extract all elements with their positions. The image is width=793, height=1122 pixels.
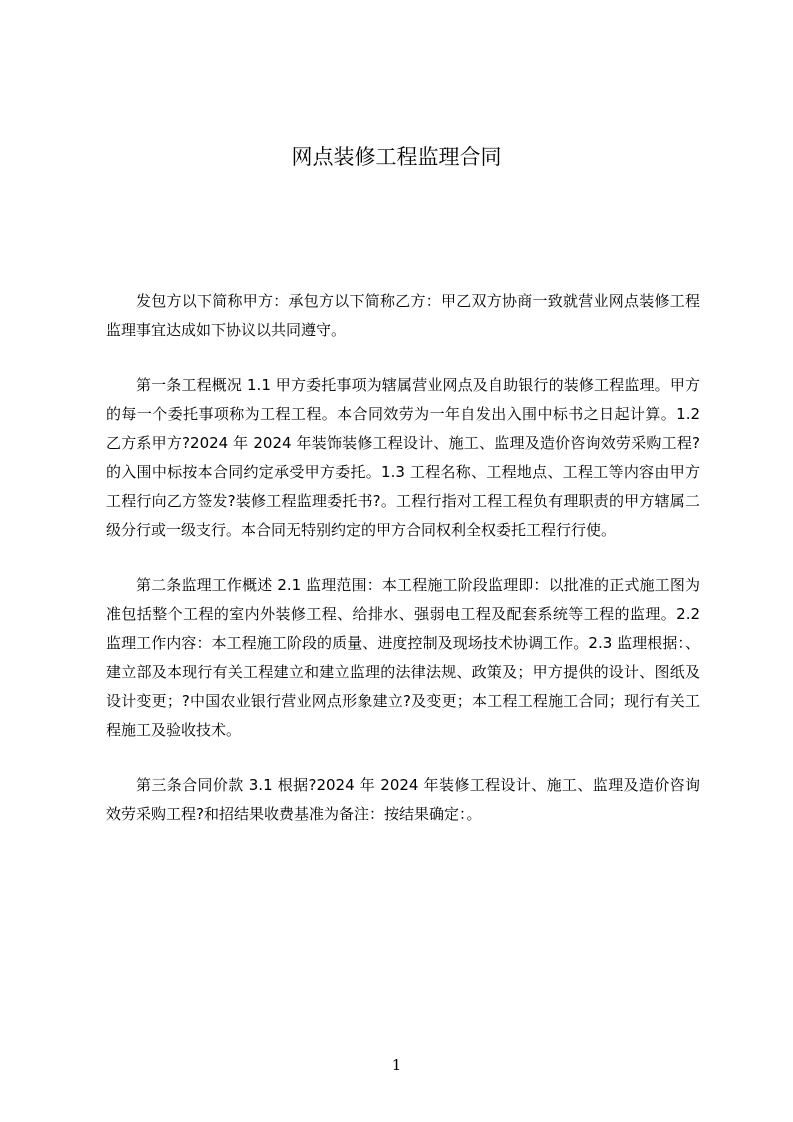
paragraph-article-3: 第三条合同价款 3.1 根据?2024 年 2024 年装修工程设计、施工、监理及造价咨询效劳采购工程?和招结果收费基准为备注：按结果确定：。 — [106, 776, 700, 823]
page-number: 1 — [391, 1056, 402, 1074]
document-title: 网点装修工程监理合同 — [291, 145, 502, 169]
document-body — [106, 287, 700, 855]
paragraph-article-2: 第二条监理工作概述 2.1 监理范围：本工程施工阶段监理即：以批准的正式施工图为准包括整个工程的室内外装修工程、给排水、强弱电工程及配套系统等工程的监理。2.2 监理工作内容：本工程施工阶段的质量、进度控制及现场技术协调工作。2.3 监理根据：、建立部及本现行有关工程建立和建立监理的法律法规、政策及；甲方提供的设计、图纸及设计变更；?中国农业银行营业网点形象建立?及变更；本工程工程施工合同；现行有关工程施工及验收技术。 — [106, 576, 700, 739]
paragraph-article-1: 第一条工程概况 1.1 甲方委托事项为辖属营业网点及自助银行的装修工程监理。甲方的每一个委托事项称为工程工程。本合同效劳为一年自发出入围中标书之日起计算。1.2 乙方系甲方?2024 年 2024 年装饰装修工程设计、施工、监理及造价咨询效劳采购工程?的入围中标按本合同约定承受甲方委托。1.3 工程名称、工程地点、工程工等内容由甲方工程行向乙方签发?装修工程监理委托书?。工程行指对工程工程负有理职责的甲方辖属二级分行或一级支行。本合同无特别约定的甲方合同权利全权委托工程行行使。 — [106, 376, 700, 539]
paragraph-preamble: 发包方以下简称甲方：承包方以下简称乙方：甲乙双方协商一致就营业网点装修工程监理事宜达成如下协议以共同遵守。 — [106, 292, 700, 339]
